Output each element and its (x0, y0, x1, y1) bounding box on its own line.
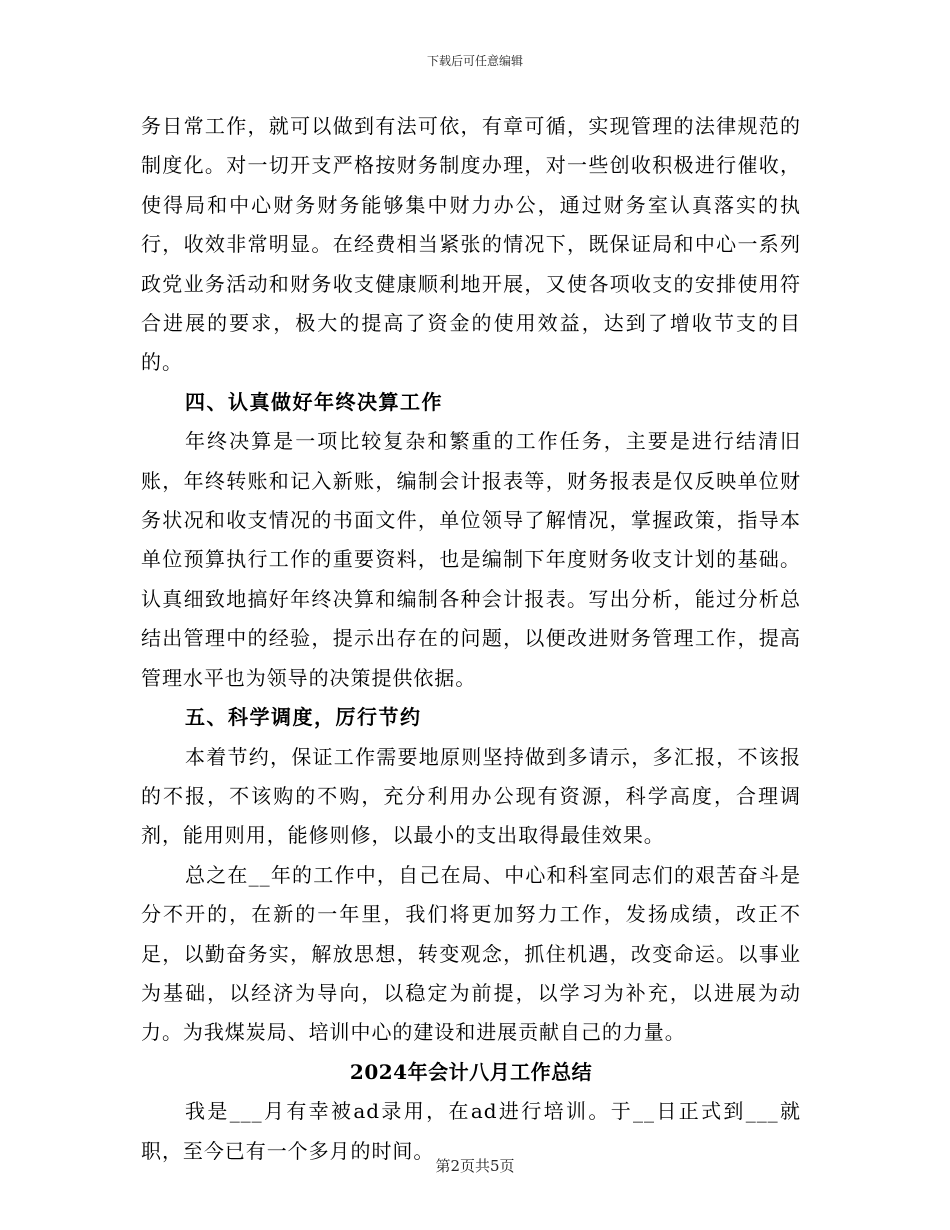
section-heading-year-end: 四、认真做好年终决算工作 (185, 389, 443, 414)
page-header: 下载后可任意编辑 (426, 54, 523, 68)
document-body (141, 107, 801, 1171)
paragraph-economy: 本着节约，保证工作需要地原则坚持做到多请示，多汇报，不该报的不报，不该购的不购，充分利用办公现有资源，科学高度，合理调剂，能用则用，能修则修，以最小的支出取得最佳效果。 (141, 744, 801, 848)
paragraph-year-end-settlement: 年终决算是一项比较复杂和繁重的工作任务，主要是进行结清旧账，年终转账和记入新账，编制会计报表等，财务报表是仅反映单位财务状况和收支情况的书面文件，单位领导了解情况，掌握政策，指导本单位预算执行工作的重要资料，也是编制下年度财务收支计划的基础。认真细致地搞好年终决算和编制各种会计报表。写出分析，能过分析总结出管理中的经验，提示出存在的问题，以便改进财务管理工作，提高管理水平也为领导的决策提供依据。 (141, 429, 801, 690)
section-heading-economy: 五、科学调度，厉行节约 (185, 705, 422, 730)
document-title-2024: 2024年会计八月工作总结 (349, 1059, 593, 1084)
paragraph-summary: 总之在__年的工作中，自己在局、中心和科室同志们的艰苦奋斗是分不开的，在新的一年里，我们将更加努力工作，发扬成绩，改正不足，以勤奋务实，解放思想，转变观念，抓住机遇，改变命运。以事业为基础，以经济为导向，以稳定为前提，以学习为补充，以进展为动力。为我煤炭局、培训中心的建设和进展贡献自己的力量。 (141, 862, 801, 1045)
page-number: 第2页共5页 (435, 1157, 515, 1175)
paragraph-finance-management: 务日常工作，就可以做到有法可依，有章可循，实现管理的法律规范的制度化。对一切开支严格按财务制度办理，对一些创收积极进行催收，使得局和中心财务财务能够集中财力办公，通过财务室认真落实的执行，收效非常明显。在经费相当紧张的情况下，既保证局和中心一系列政党业务活动和财务收支健康顺利地开展，又使各项收支的安排使用符合进展的要求，极大的提高了资金的使用效益，达到了增收节支的目的。 (141, 114, 801, 375)
paragraph-intro: 我是___月有幸被ad录用，在ad进行培训。于__日正式到___就职，至今已有一个多月的时间。 (141, 1099, 801, 1163)
